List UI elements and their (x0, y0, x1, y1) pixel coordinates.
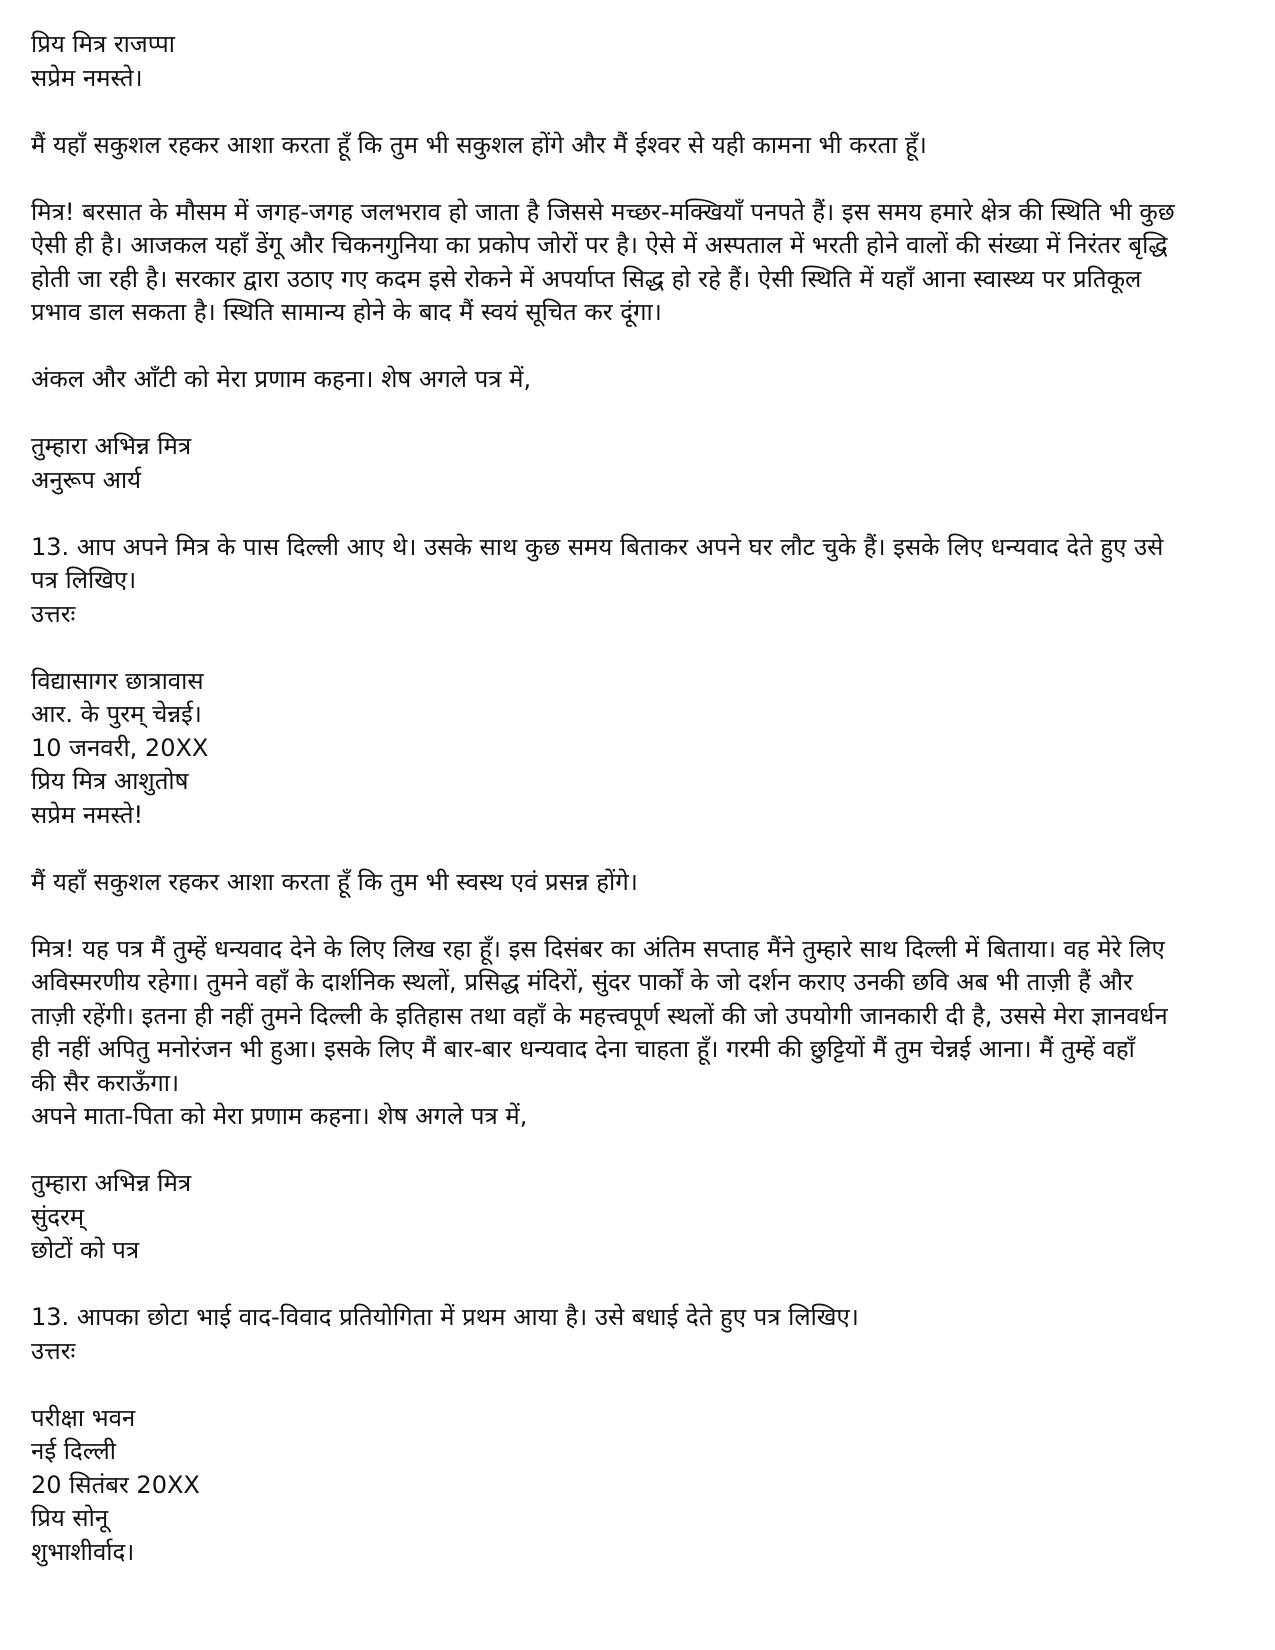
closing-line: अपने माता-पिता को मेरा प्रणाम कहना। शेष अगले पत्र में, (31, 1102, 528, 1130)
answer-label: उत्तरः (31, 599, 76, 628)
paragraph-line: होती जा रही है। सरकार द्वारा उठाए गए कदम इसे रोकने में अपर्याप्त सिद्ध हो रहे हैं। ऐसी स्थिति में यहाँ आना स्वास्थ्य पर प्रतिकूल (31, 264, 1142, 293)
paragraph-line: मैं यहाँ सकुशल रहकर आशा करता हूँ कि तुम भी स्वस्थ एवं प्रसन्न होंगे। (31, 867, 638, 896)
blank-line (31, 832, 1256, 866)
paragraph-line: अविस्मरणीय रहेगा। तुमने वहाँ के दार्शनिक स्थलों, प्रसिद्ध मंदिरों, सुंदर पार्कों के जो दर्शन कराए उनकी छवि अब भी ताज़ी हैं और (31, 968, 1133, 996)
signature-line: अनुरूप आर्य (31, 465, 142, 494)
question-line: 13. आपका छोटा भाई वाद-विवाद प्रतियोगिता में प्रथम आया है। उसे बधाई देते हुए पत्र लिखिए। (31, 1303, 859, 1331)
paragraph-line: ही नहीं अपितु मनोरंजन भी हुआ। इसके लिए मैं बार-बार धन्यवाद देना चाहता हूँ। गरमी की छुट्टियों मैं तुम चेन्नई आना। मैं तुम्हें वहाँ (31, 1035, 1135, 1063)
address-line: विद्यासागर छात्रावास (31, 666, 204, 695)
paragraph-line: मित्र! बरसात के मौसम में जगह-जगह जलभराव हो जाता है जिससे मच्छर-मक्खियाँ पनपते हैं। इस समय हमारे क्षेत्र की स्थिति भी कुछ (31, 197, 1175, 226)
blank-line (31, 1268, 1256, 1302)
question-line: 13. आप अपने मित्र के पास दिल्ली आए थे। उसके साथ कुछ समय बिताकर अपने घर लौट चुके हैं। इसके लिए धन्यवाद देते हुए उसे (31, 532, 1164, 561)
greeting-line: शुभाशीर्वाद। (31, 1537, 135, 1566)
signoff-line: तुम्हारा अभिन्न मित्र (31, 432, 192, 460)
closing-line: अंकल और आँटी को मेरा प्रणाम कहना। शेष अगले पत्र में, (31, 365, 532, 393)
answer-label: उत्तरः (31, 1336, 76, 1365)
paragraph-line: की सैर कराऊँगा। (31, 1068, 180, 1097)
paragraph-line: प्रभाव डाल सकता है। स्थिति सामान्य होने के बाद मैं स्वयं सूचित कर दूंगा। (31, 298, 662, 326)
blank-line (31, 162, 1256, 196)
greeting-line: सप्रेम नमस्ते। (31, 63, 143, 92)
blank-line (31, 899, 1256, 933)
section-heading: छोटों को पत्र (31, 1236, 140, 1264)
salutation-line: प्रिय मित्र राजप्पा (31, 30, 175, 58)
blank-line (31, 95, 1256, 129)
address-line: परीक्षा भवन (31, 1403, 136, 1432)
salutation-line: प्रिय सोनू (31, 1504, 109, 1532)
blank-line (31, 497, 1256, 531)
signature-line: सुंदरम् (31, 1202, 85, 1231)
paragraph-line: ताज़ी रहेंगी। इतना ही नहीं तुमने दिल्ली के इतिहास तथा वहाँ के महत्त्वपूर्ण स्थलों की जो उपयोगी जानकारी दी है, उससे मेरा ज्ञानवर्धन (31, 1001, 1168, 1030)
blank-line (31, 1134, 1256, 1168)
paragraph-line: मैं यहाँ सकुशल रहकर आशा करता हूँ कि तुम भी सकुशल होंगे और मैं ईश्वर से यही कामना भी करता हूँ। (31, 130, 927, 159)
blank-line (31, 631, 1256, 665)
question-line: पत्र लिखिए। (31, 566, 137, 594)
address-line: नई दिल्ली (31, 1437, 117, 1465)
address-line: आर. के पुरम् चेन्नई। (31, 700, 202, 728)
paragraph-line: मित्र! यह पत्र मैं तुम्हें धन्यवाद देने के लिए लिख रहा हूँ। इस दिसंबर का अंतिम सप्ताह मैंने तुम्हारे साथ दिल्ली में बिताया। वह मेरे लिए (31, 934, 1165, 963)
greeting-line: सप्रेम नमस्ते! (31, 800, 144, 829)
signoff-line: तुम्हारा अभिन्न मित्र (31, 1169, 192, 1197)
blank-line (31, 1368, 1256, 1402)
paragraph-line: ऐसी ही है। आजकल यहाँ डेंगू और चिकनगुनिया का प्रकोप जोरों पर है। ऐसे में अस्पताल में भरती होने वालों की संख्या में निरंतर बृद्धि (31, 231, 1168, 259)
blank-line (31, 397, 1256, 431)
salutation-line: प्रिय मित्र आशुतोष (31, 767, 189, 795)
date-line: 10 जनवरी, 20XX (31, 733, 209, 762)
letter-document (31, 28, 1256, 1569)
blank-line (31, 330, 1256, 364)
date-line: 20 सितंबर 20XX (31, 1470, 200, 1499)
